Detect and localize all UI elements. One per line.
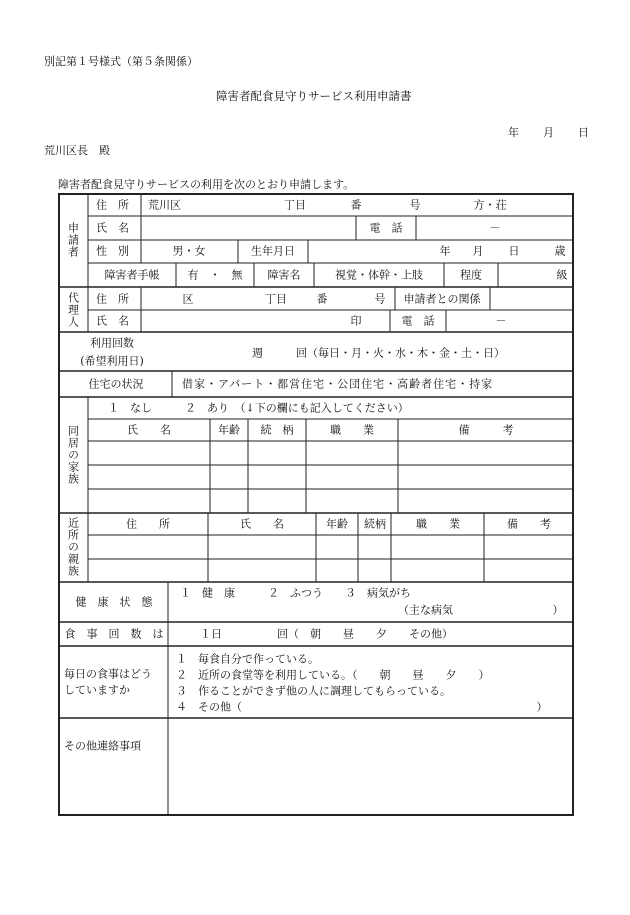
meals-label: 食 事 回 数 は — [64, 627, 164, 641]
applicant-sex-options: 男・女 — [172, 244, 206, 258]
applicant-birth-year: 年 — [439, 244, 451, 258]
daily-meal-label-line2: していますか — [64, 683, 130, 697]
agent-ban: 番 — [316, 292, 328, 306]
daily-meal-label-line1: 毎日の食事はどう — [64, 667, 152, 681]
family-header-remarks: 備 考 — [458, 423, 514, 437]
agent-address-label: 住 所 — [96, 292, 129, 306]
applicant-chome: 丁目 — [284, 198, 306, 212]
applicant-section-label: 申請者 — [66, 222, 80, 258]
agent-seal-mark: 印 — [350, 314, 362, 328]
applicant-ban: 番 — [350, 198, 362, 212]
family-header-occupation: 職 業 — [330, 423, 374, 437]
relatives-header-relation: 続柄 — [364, 517, 386, 531]
relatives-header-age: 年齢 — [326, 517, 348, 531]
form-title: 障害者配食見守りサービス利用申請書 — [216, 89, 412, 103]
relatives-header-occupation: 職 業 — [416, 517, 460, 531]
form-grid-lines — [58, 193, 574, 816]
health-label: 健 康 状 態 — [75, 595, 153, 609]
date-year-label: 年 — [508, 126, 519, 139]
applicant-disability-options: 視覚・体幹・上肢 — [335, 268, 423, 282]
agent-go: 号 — [374, 292, 386, 306]
health-options: １ 健 康 ２ ふつう ３ 病気がち — [180, 586, 411, 600]
other-notes-label: その他連絡事項 — [64, 739, 141, 753]
intro-text: 障害者配食見守りサービスの利用を次のとおり申請します。 — [58, 178, 355, 191]
applicant-handbook-options: 有 ・ 無 — [187, 268, 243, 282]
applicant-address-label: 住 所 — [96, 198, 129, 212]
usage-label-line1: 利用回数 — [90, 336, 134, 350]
applicant-degree-label: 程度 — [460, 268, 482, 282]
agent-phone-label: 電 話 — [401, 314, 435, 328]
applicant-birth-label: 生年月日 — [251, 244, 295, 258]
relatives-header-name: 氏 名 — [240, 517, 284, 531]
housing-options: 借家・アパート・都営住宅・公団住宅・高齢者住宅・持家 — [182, 377, 494, 391]
date-day-label: 日 — [578, 126, 589, 139]
applicant-phone-dash: － — [489, 221, 501, 235]
applicant-birth-month: 月 — [472, 244, 484, 258]
applicant-address-ward: 荒川区 — [148, 198, 181, 212]
applicant-phone-label: 電 話 — [369, 221, 403, 235]
agent-section-label: 代理人 — [66, 292, 80, 328]
application-form-table — [58, 193, 574, 816]
daily-meal-close-paren: ） — [536, 700, 548, 714]
relatives-header-address: 住 所 — [126, 517, 170, 531]
usage-value: 週 回（毎日・月・火・水・木・金・土・日） — [252, 346, 505, 360]
date-month-label: 月 — [543, 126, 554, 139]
family-header-age: 年齢 — [218, 423, 240, 437]
agent-name-label: 氏 名 — [96, 314, 129, 328]
applicant-go: 号 — [409, 198, 421, 212]
agent-chome: 丁目 — [265, 292, 287, 306]
applicant-sex-label: 性 別 — [96, 244, 129, 258]
applicant-name-label: 氏 名 — [96, 221, 129, 235]
applicant-building: 方・荘 — [473, 198, 507, 212]
family-header-relation: 続 柄 — [260, 423, 294, 437]
family-section-label: 同居の家族 — [66, 425, 80, 485]
meals-value: １日 回（ 朝 昼 夕 その他） — [200, 627, 453, 641]
relatives-header-remarks: 備 考 — [507, 517, 551, 531]
agent-relation-label: 申請者との関係 — [403, 292, 481, 306]
daily-meal-option-2: ２ 近所の食堂等を利用している。（ 朝 昼 夕 ） — [176, 668, 490, 682]
health-main-illness: （主な病気 — [398, 603, 453, 617]
daily-meal-option-3: ３ 作ることができず他の人に調理してもらっている。 — [176, 684, 451, 698]
applicant-birth-day: 日 — [508, 244, 520, 258]
agent-phone-dash: － — [495, 314, 507, 328]
relatives-section-label: 近所の親族 — [66, 517, 80, 577]
family-header-name: 氏 名 — [127, 423, 171, 437]
agent-ku: 区 — [182, 292, 194, 306]
form-number: 別記第１号様式（第５条関係） — [44, 55, 198, 68]
applicant-age: 歳 — [554, 244, 566, 258]
applicant-grade: 級 — [556, 268, 568, 282]
health-close-paren: ） — [552, 603, 564, 617]
daily-meal-option-1: １ 毎食自分で作っている。 — [176, 652, 319, 666]
family-options: １ なし ２ あり （↓下の欄にも記入してください） — [108, 401, 409, 415]
daily-meal-option-4: ４ その他（ — [176, 700, 242, 714]
applicant-handbook-label: 障害者手帳 — [104, 268, 160, 282]
addressee: 荒川区長 殿 — [44, 144, 110, 157]
housing-label: 住宅の状況 — [88, 377, 144, 391]
usage-label-line2: (希望利用日) — [80, 354, 144, 368]
applicant-disability-label: 障害名 — [267, 268, 301, 282]
